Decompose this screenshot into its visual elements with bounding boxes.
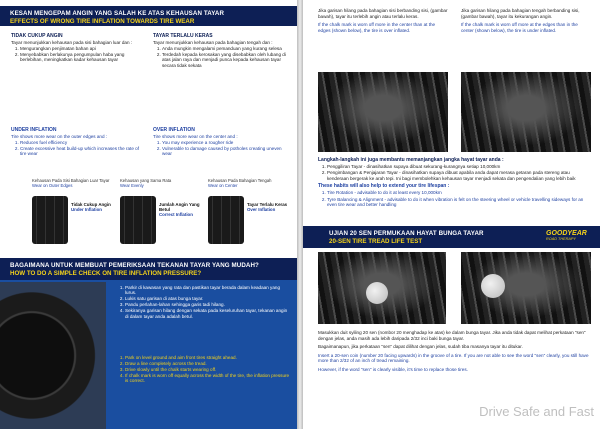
tire-1-caption-my: Kehausan Pada Sisi Bahagian Luar Tayar bbox=[32, 178, 110, 183]
section-header-inflation-check bbox=[0, 258, 297, 280]
list-item: 3. Drive slowly until the chalk starts wearing off. bbox=[125, 367, 290, 373]
coin-test-photo-1 bbox=[318, 252, 446, 324]
tire-correct-inflation-image bbox=[120, 196, 156, 244]
under-inflation-my-intro: Tayar menunjukkan kehausan pada sisi bahagian luar dan : bbox=[11, 39, 133, 45]
test-paragraph-my-1: Masukkan duit syiling 20 sen (nombor 20 menghadap ke atas) ke dalam bunga tayar. Jika anda tidak dapat melihat perkataan "sen" dengan jelas, anda masih ada lebih daripada 2/32 inci baki bunga tayar. bbox=[318, 330, 586, 341]
coin-icon bbox=[366, 282, 388, 304]
under-inflated-note-my: Jika garisan hilang pada bahagian tengah berbanding sisi, (gambar bawah), tayar itu kekurangan angin. bbox=[461, 8, 580, 19]
list-item: 1. Park on level ground and aim front tires straight ahead. bbox=[125, 355, 290, 361]
tire-1-label-en: Under Inflation bbox=[71, 207, 102, 213]
over-inflation-en bbox=[153, 128, 289, 157]
list-item: 3. Pandu perlahan-lahan sehingga garis tadi hilang. bbox=[125, 302, 290, 308]
list-item: 1. Parkir di kawasan yang rata dan pastikan tayar berada dalam keadaan yang lurus. bbox=[125, 285, 290, 296]
tire-1-caption-en: Wear on Outer Edges bbox=[32, 183, 73, 188]
under-inflated-note bbox=[461, 8, 591, 33]
header2-title-my: BAGAIMANA UNTUK MEMBUAT PEMERIKSAAN TEKANAN TAYAR YANG MUDAH? bbox=[10, 262, 259, 269]
under-inflated-note-en: If the chalk mark is worn off more at the edges than in the center (shown below), the tire is under inflated. bbox=[461, 22, 578, 33]
under-inflation-en-intro: Tire shows more wear on the outer edges and : bbox=[11, 133, 108, 139]
tire-3-caption-my: Kehausan Pada Bahagian Tengah bbox=[208, 178, 272, 183]
list-item: 2. Draw a line completely across the tread. bbox=[125, 361, 290, 367]
tire-3-caption bbox=[208, 178, 288, 188]
list-item: 1. Reduces fuel efficiency bbox=[20, 140, 146, 146]
tire-2-label-my: Jumlah Angin Yang Betul bbox=[159, 202, 200, 213]
over-inflated-note-my: Jika garisan hilang pada bahagian sisi berbanding sisi, (gambar bawah), tayar itu terlebih angin atau terlalu keras. bbox=[318, 8, 448, 19]
over-inflation-en-heading: OVER INFLATION bbox=[153, 127, 195, 133]
tire-1-caption bbox=[32, 178, 112, 188]
list-item: 1. Penggiliran Tayar - dinasihatkan supaya dibuat sekurang-kurangnya setiap 10,000km bbox=[327, 164, 590, 170]
goodyear-logo-main: GOODYEAR bbox=[546, 230, 587, 237]
under-inflation-my-heading: TIDAK CUKUP ANGIN bbox=[11, 33, 63, 39]
habits-heading-en: These habits will also help to extend your tire lifespan : bbox=[318, 183, 450, 190]
right-page bbox=[303, 0, 600, 429]
tire-chalk-photo bbox=[0, 282, 106, 429]
list-item: 1. Tire Rotation - advisable to do it at least every 10,000km bbox=[327, 190, 590, 196]
tire-1-label bbox=[71, 202, 113, 212]
over-inflation-my-heading: TAYAR TERLALU KERAS bbox=[153, 33, 213, 39]
tire-3-label-en: Over Inflation bbox=[247, 207, 276, 213]
over-inflated-note-en: If the chalk mark is worn off more in the center than at the edges (shown below), the tire is over inflated. bbox=[318, 22, 436, 33]
list-item: 1. Anda mungkin mengalami pemanduan yang kurang selesa bbox=[162, 46, 289, 52]
test-title-my: UJIAN 20 SEN PERMUKAAN HAYAT BUNGA TAYAR bbox=[329, 230, 484, 237]
habits-section bbox=[318, 158, 590, 208]
tire-2-label bbox=[159, 202, 201, 218]
tire-2-caption-my: Kehausan yang Sama Rata bbox=[120, 178, 172, 183]
over-inflated-tread-photo bbox=[318, 72, 448, 152]
list-item: 2. Vulnerable to damage caused by potholes creating uneven wear bbox=[162, 146, 289, 157]
list-item: 4. If chalk mark is worn off equally across the width of the tire, the inflation pressure is correct. bbox=[125, 373, 290, 384]
inflation-check-section bbox=[0, 258, 297, 429]
list-item: 4. Sekiranya garisan hilang dengan sekata pada keseluruhan tayar, tekanan angin di dalam tayar anda adalah betul. bbox=[125, 308, 290, 319]
tire-3-label-my: Tayar Terlalu Keras bbox=[247, 202, 288, 207]
under-inflated-tread-photo bbox=[461, 72, 591, 152]
tire-under-inflated-image bbox=[32, 196, 68, 244]
list-item: 2. Terdedah kepada kerosakan yang disebabkan oleh lubang di atas jalan raya dan menjadi punca kepada kehausan tayar secara tidak sekata bbox=[162, 52, 289, 69]
steps-my bbox=[116, 284, 290, 320]
header-title-en: EFFECTS OF WRONG TIRE INFLATION TOWARDS TIRE WEAR bbox=[10, 18, 195, 25]
tire-2-label-en: Correct Inflation bbox=[159, 212, 193, 218]
list-item: 1. Mengurangkan penjimatan bahan api bbox=[20, 46, 139, 52]
steps-en bbox=[116, 354, 290, 384]
list-item: 1. You may experience a rougher ride bbox=[162, 140, 289, 146]
header-title-my: KESAN MENGEPAM ANGIN YANG SALAH KE ATAS KEHAUSAN TAYAR bbox=[10, 10, 225, 17]
list-item: 2. Pengimbangan & Penjajaran Tayar - dinasihatkan supaya dibuat apabila anda dapat merasa getaran pada stereng atau kenderaan bergerak ke arah tepi. Ini bagi membolehkan kehausan tayar menjadi sekata dan pengendalian yang lebih baik bbox=[327, 170, 590, 181]
list-item: 2. Menyebabkan berlakunya pengumpulan haba yang berlebihan, meningkatkan kadar kehausan tayar bbox=[20, 52, 139, 63]
over-inflation-my-intro: Tayar menunjukkan kehausan pada bahagian tengah dan : bbox=[153, 39, 273, 45]
list-item: 2. Lukis satu garisan di atas bunga tayar. bbox=[125, 296, 290, 302]
watermark: Drive Safe and Fast bbox=[479, 404, 594, 419]
under-inflation-en-heading: UNDER INFLATION bbox=[11, 127, 57, 133]
tire-3-caption-en: Wear on Center bbox=[208, 183, 238, 188]
under-inflation-en bbox=[11, 128, 146, 157]
tire-1-label-my: Tidak Cukup Angin bbox=[71, 202, 111, 207]
left-page bbox=[0, 0, 297, 429]
coin-test-text bbox=[318, 330, 591, 373]
goodyear-logo-sub: ROAD THERAPY bbox=[546, 237, 576, 241]
tire-over-inflated-image bbox=[208, 196, 244, 244]
section-header-tire-wear bbox=[0, 6, 297, 26]
list-item: 2. Tyre Balancing & Alignment - advisable to do it when vibration is felt on the steering wheel or vehicle travelling sideways for an even tire wear and better handling bbox=[327, 197, 590, 208]
under-inflation-my bbox=[11, 34, 139, 63]
over-inflation-my bbox=[153, 34, 289, 69]
tire-2-caption-en: Wear Evenly bbox=[120, 183, 144, 188]
test-paragraph-en-1: Insert a 20-sen coin (number 20 facing upwards) in the groove of a tire. If you are not able to see the word "sen" clearly, you still have more than 2/32 of an inch of tread remaining. bbox=[318, 352, 589, 364]
test-paragraph-en-2: However, if the word "sen" is clearly visible, it's time to replace those tires. bbox=[318, 366, 468, 372]
header2-title-en: HOW TO DO A SIMPLE CHECK ON TIRE INFLATION PRESSURE? bbox=[10, 270, 202, 277]
test-paragraph-my-2: Bagaimanapun, jika perkataan "sen" dapat dilihat dengan jelas, sudah tiba masanya tayar itu ditukar. bbox=[318, 344, 523, 350]
test-title-en: 20-SEN TIRE TREAD LIFE TEST bbox=[329, 238, 423, 245]
tire-3-label bbox=[247, 202, 289, 212]
coin-icon bbox=[481, 274, 505, 298]
coin-test-photo-2 bbox=[461, 252, 591, 324]
over-inflated-note bbox=[318, 8, 448, 33]
over-inflation-en-intro: Tire shows more wear on the center and : bbox=[153, 133, 238, 139]
list-item: 2. Create excessive heat build-up which increases the rate of tire wear bbox=[20, 146, 146, 157]
habits-heading-my: Langkah-langkah ini juga membantu memanjangkan jangka hayat tayar anda : bbox=[318, 157, 504, 163]
goodyear-logo bbox=[543, 228, 593, 246]
tire-2-caption bbox=[120, 178, 200, 188]
